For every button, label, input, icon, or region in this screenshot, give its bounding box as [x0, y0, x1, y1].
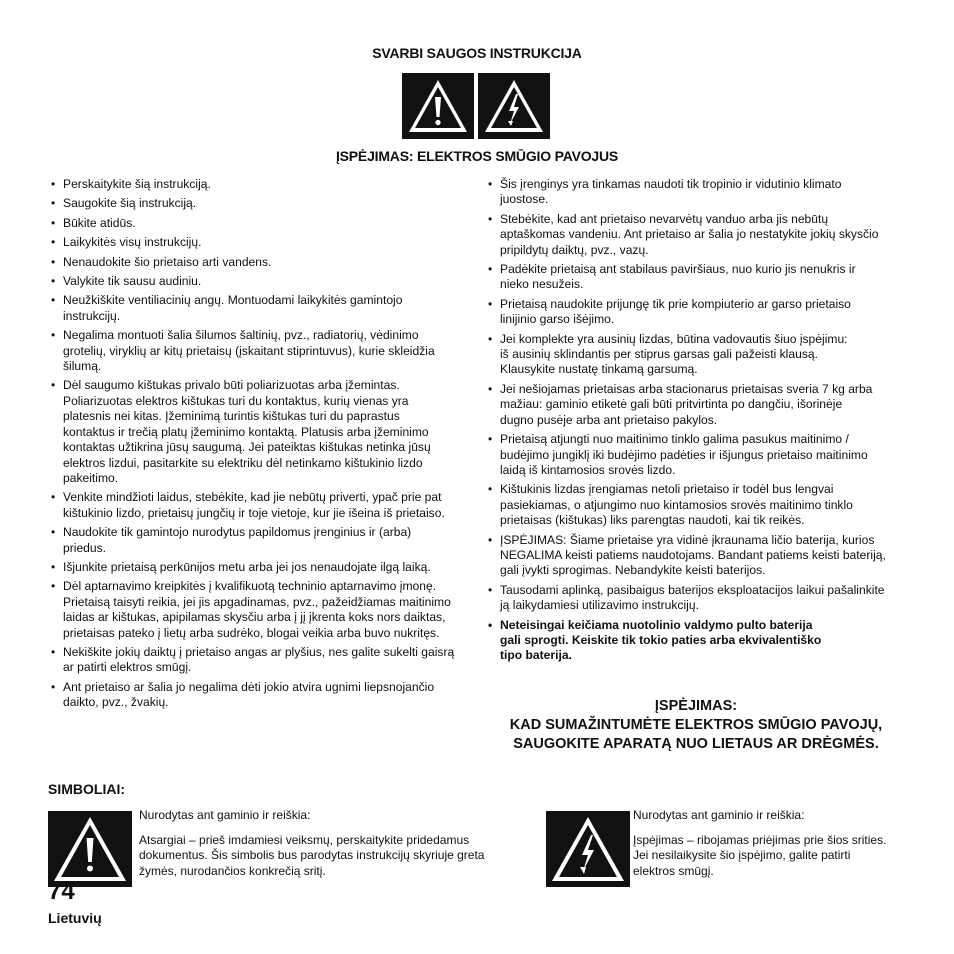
bullet-icon: • — [51, 215, 56, 230]
right-instructions-column — [485, 177, 907, 668]
right-instruction-list — [485, 177, 907, 664]
bullet-icon: • — [51, 177, 56, 191]
list-item-text: Valykite tik sausu audiniu. — [63, 274, 202, 289]
bullet-icon: • — [51, 328, 56, 343]
list-item-text: ĮSPĖJIMAS: Šiame prietaise yra vidinė įkraunama ličio baterija, kurios NEGALIMA keisti patiems naudotojams. Bandant patiems keisti bateriją, gali įvykti sprogimas. Nebandykite keisti baterijos. — [500, 532, 886, 578]
page-title: SVARBI SAUGOS INSTRUKCIJA — [372, 45, 582, 61]
list-item — [48, 255, 472, 270]
list-item — [48, 560, 472, 575]
page-language: Lietuvių — [48, 910, 102, 926]
bullet-icon: • — [51, 490, 56, 505]
bullet-icon: • — [51, 378, 56, 393]
list-item — [485, 332, 907, 378]
bullet-icon: • — [488, 582, 493, 597]
list-item-text: Dėl saugumo kištukas privalo būti poliarizuotas arba įžemintas. Poliarizuotas elektros kištukas turi du kontaktus, kurių vienas yra platesnis nei kitas. Įžeminimą turintis kištukas turi du paprastus kontaktus ir trečią platų įžeminimo kontaktą. Platusis arba įžeminimo kontaktas užtikrina jūsų saugumą. Jei pateiktas kištukas netinka jūsų elektros lizdui, pasitarkite su elektriku dėl netinkamo kištukinio lizdo pakeitimo. — [63, 378, 431, 485]
list-item — [485, 382, 907, 428]
list-item-text: Jei komplekte yra ausinių lizdas, būtina vadovautis šiuo įspėjimu: iš ausinių sklindantis per stiprus garsas gali pažeisti klausą. Klausykite nustatę tinkamą garsumą. — [500, 331, 848, 377]
bullet-icon: • — [488, 532, 493, 547]
battery-warning-item — [485, 618, 907, 664]
symbol-caption: Nurodytas ant gaminio ir reiškia: — [633, 808, 805, 822]
bullet-icon: • — [51, 679, 56, 694]
caution-label: ĮSPĖJIMAS: — [654, 698, 738, 714]
warning-icons — [402, 73, 552, 139]
exclamation-triangle-icon — [402, 73, 474, 139]
list-item — [485, 583, 907, 614]
bullet-icon: • — [488, 211, 493, 226]
bullet-icon: • — [488, 177, 493, 191]
page-number: 74 — [48, 878, 75, 905]
symbol-description-caution — [139, 808, 519, 879]
bullet-icon: • — [488, 381, 493, 396]
list-item-text: Tausodami aplinką, pasibaigus baterijos eksploatacijos laikui pašalinkite ją laikydamiesi utilizavimo instrukcijų. — [500, 582, 885, 613]
list-item — [48, 579, 472, 641]
caution-line: KAD SUMAŽINTUMĖTE ELEKTROS SMŪGIO PAVOJŲ, — [509, 717, 883, 733]
list-item-text: Negalima montuoti šalia šilumos šaltinių, pvz., radiatorių, vėdinimo grotelių, viryklių ar kitų prietaisų (įskaitant stiprintuvus), kurie skleidžia šilumą. — [63, 328, 435, 374]
bullet-icon: • — [488, 617, 493, 632]
list-item-text: Nekiškite jokių daiktų į prietaiso angas ar plyšius, nes galite sukelti gaisrą ar patirti elektros smūgį. — [63, 644, 455, 675]
bullet-icon: • — [488, 262, 493, 277]
list-item — [485, 297, 907, 328]
left-instruction-list — [48, 177, 472, 711]
bullet-icon: • — [51, 293, 56, 308]
bullet-icon: • — [51, 254, 56, 269]
lightning-triangle-icon — [478, 73, 550, 139]
list-item — [48, 196, 472, 211]
list-item-text: Išjunkite prietaisą perkūnijos metu arba jei jos nenaudojate ilgą laiką. — [63, 559, 431, 574]
list-item-text: Šis įrenginys yra tinkamas naudoti tik tropinio ir vidutinio klimato juostose. — [500, 177, 842, 207]
bullet-icon: • — [51, 579, 56, 594]
bullet-icon: • — [51, 196, 56, 211]
list-item — [485, 533, 907, 579]
list-item — [48, 328, 472, 374]
list-item-text: Neužkiškite ventiliacinių angų. Montuodami laikykitės gamintojo instrukcijų. — [63, 293, 403, 323]
bullet-icon: • — [51, 235, 56, 250]
list-item — [485, 177, 907, 208]
battery-warning-text: Neteisingai keičiama nuotolinio valdymo pulto baterija gali sprogti. Keiskite tik tokio paties arba ekvivalentiško tipo baterija. — [500, 617, 822, 663]
bullet-icon: • — [51, 274, 56, 289]
caution-line: SAUGOKITE APARATĄ NUO LIETAUS AR DRĖGMĖS. — [513, 736, 879, 752]
list-item — [485, 212, 907, 258]
list-item — [48, 293, 472, 324]
list-item — [485, 262, 907, 293]
list-item-text: Būkite atidūs. — [63, 215, 136, 230]
list-item — [48, 680, 472, 711]
list-item — [48, 490, 472, 521]
list-item-text: Stebėkite, kad ant prietaiso nevarvėtų vanduo arba jis nebūtų aptaškomas vandeniu. Ant prietaiso ar šalia jo nestatykite jokių skysčio pripildytų daiktų, pvz., vazų. — [500, 211, 879, 257]
rain-moisture-caution — [485, 697, 907, 754]
lightning-triangle-icon — [546, 811, 630, 887]
bullet-icon: • — [51, 644, 56, 659]
symbols-heading: SIMBOLIAI: — [48, 781, 125, 797]
symbol-text: Atsargiai – prieš imdamiesi veiksmų, perskaitykite pridedamus dokumentus. Šis simbolis bus parodytas instrukcijų skyriuje greta žymės, nurodančios konkrečią sritį. — [139, 832, 485, 878]
list-item-text: Naudokite tik gamintojo nurodytus papildomus įrenginius ir (arba) priedus. — [63, 525, 412, 555]
list-item — [48, 378, 472, 486]
list-item — [48, 177, 472, 192]
list-item-text: Laikykitės visų instrukcijų. — [63, 235, 202, 250]
list-item-text: Dėl aptarnavimo kreipkitės į kvalifikuotą techninio aptarnavimo įmonę. Prietaisą taisyti reikia, jei jis apgadinamas, pvz., pažeidžiamas maitinimo laidas ar kištukas, apipilamas skysčiu arba į jį įkrenta koks nors daiktas, prietaisas pateko į lietų arba sudrėko, blogai veikia arba buvo nukritęs. — [63, 579, 451, 640]
list-item-text: Nenaudokite šio prietaiso arti vandens. — [63, 254, 272, 269]
symbol-caption: Nurodytas ant gaminio ir reiškia: — [139, 808, 311, 822]
list-item — [48, 525, 472, 556]
bullet-icon: • — [488, 296, 493, 311]
bullet-icon: • — [488, 482, 493, 497]
list-item-text: Venkite mindžioti laidus, stebėkite, kad jie nebūtų priverti, ypač prie pat kištukinio lizdo, prietaisų jungčių ir toje vietoje, kur jie išeina iš prietaiso. — [63, 490, 445, 520]
list-item-text: Perskaitykite šią instrukciją. — [63, 177, 211, 191]
bullet-icon: • — [488, 432, 493, 447]
list-item-text: Kištukinis lizdas įrengiamas netoli prietaiso ir todėl bus lengvai pasiekiamas, o atjungimo nuo kintamosios srovės maitinimo tinklo prietaisas (kištukas) liks parengtas naudoti, kai tik reikės. — [500, 482, 853, 528]
list-item — [48, 645, 472, 676]
bullet-icon: • — [488, 331, 493, 346]
exclamation-triangle-icon — [48, 811, 132, 887]
list-item-text: Saugokite šią instrukciją. — [63, 196, 197, 211]
bullet-icon: • — [51, 559, 56, 574]
list-item-text: Jei nešiojamas prietaisas arba stacionarus prietaisas sveria 7 kg arba mažiau: gaminio etiketė gali būti pritvirtinta po dangčiu, išorinėje dugno pusėje arba ant prietaiso pakylos. — [500, 381, 873, 427]
list-item — [485, 482, 907, 528]
list-item-text: Padėkite prietaisą ant stabilaus paviršiaus, nuo kurio jis nenukris ir nieko nesužeis. — [500, 262, 856, 292]
list-item — [485, 432, 907, 478]
list-item — [48, 235, 472, 250]
list-item — [48, 216, 472, 231]
symbol-text: Įspėjimas – ribojamas priėjimas prie šios srities. Jei nesilaikysite šio įspėjimo, galite patirti elektros smūgį. — [633, 832, 887, 878]
bullet-icon: • — [51, 525, 56, 540]
shock-warning-title: ĮSPĖJIMAS: ELEKTROS SMŪGIO PAVOJUS — [335, 148, 619, 164]
symbol-description-shock — [633, 808, 913, 879]
list-item-text: Prietaisą naudokite prijungę tik prie kompiuterio ar garso prietaiso linijinio garso išėjimo. — [500, 296, 851, 327]
left-instructions-column — [48, 177, 472, 715]
list-item-text: Prietaisą atjungti nuo maitinimo tinklo galima pasukus maitinimo / budėjimo jungiklį iki budėjimo padėties ir išjungus prietaiso maitinimo laidą iš kintamosios srovės lizdo. — [500, 432, 868, 477]
list-item — [48, 274, 472, 289]
list-item-text: Ant prietaiso ar šalia jo negalima dėti jokio atvira ugnimi liepsnojančio daikto, pvz., žvakių. — [63, 679, 435, 710]
